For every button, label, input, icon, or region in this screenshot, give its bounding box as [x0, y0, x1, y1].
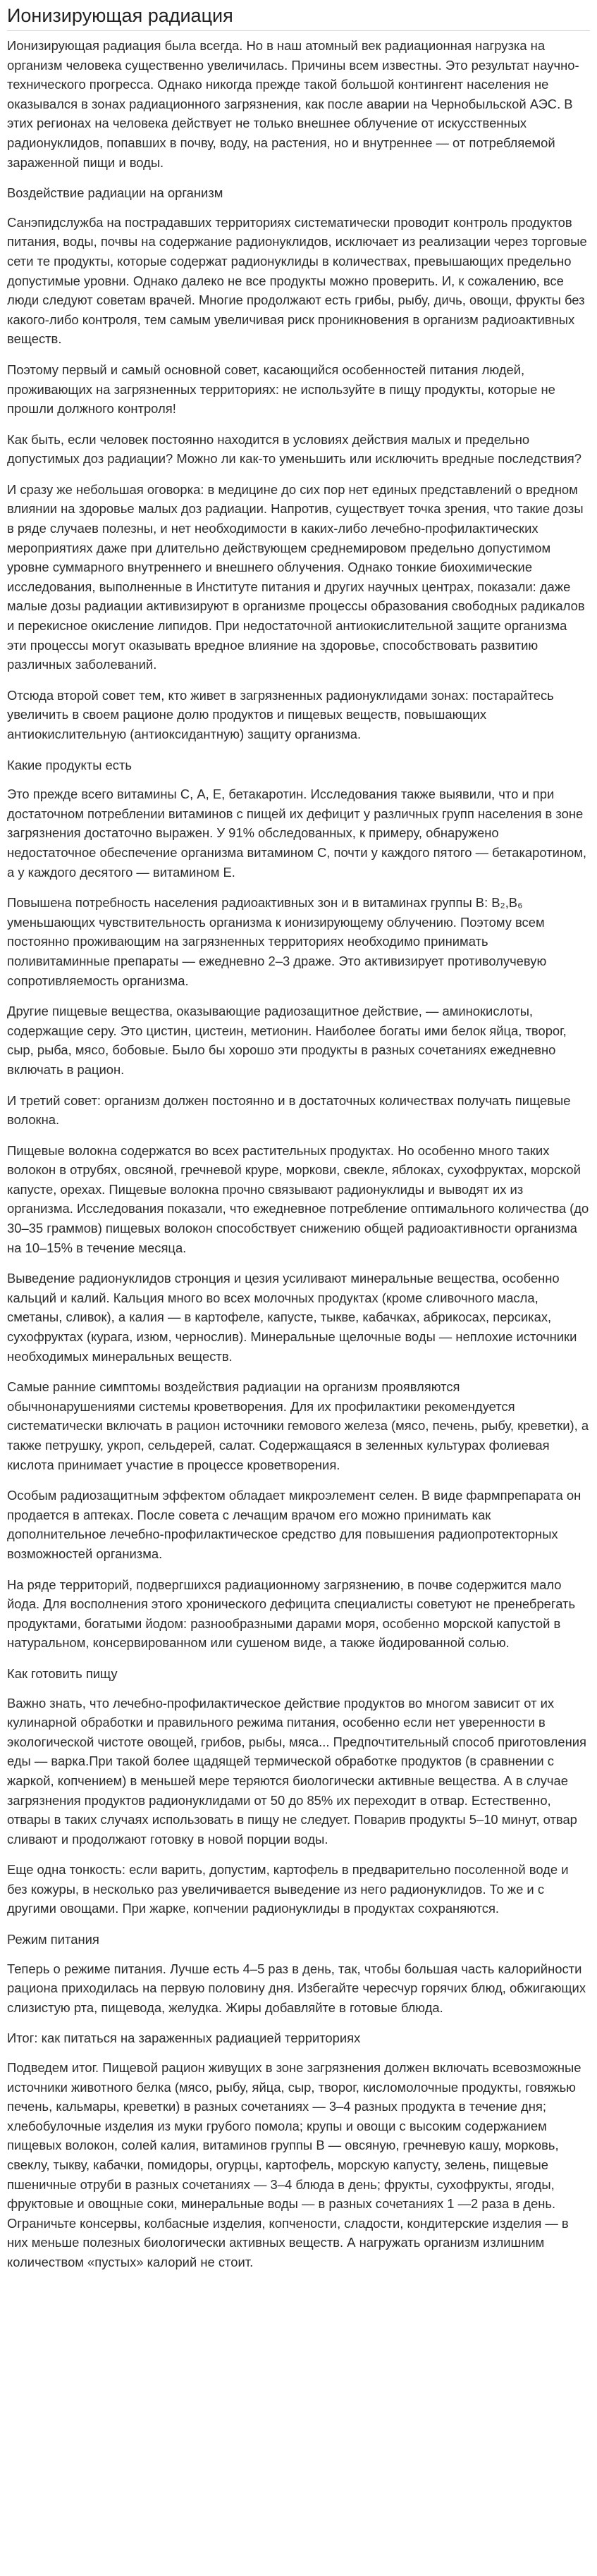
paragraph: На ряде территорий, подвергшихся радиационному загрязнению, в почве содержится мало йода. Для восполнения этого хронического дефицита специалисты советуют не пренебрегать продуктами, богатыми йодом: разнообразными дарами моря, особенно морской капустой в натуральном, консервированном или сушеном виде, а также йодированной солью. — [7, 1577, 576, 1651]
paragraph: Поэтому первый и самый основной совет, касающийся особенностей питания людей, проживающих на загрязненных территориях: не используйте в пищу продукты, которые не прошли должного контроля! — [7, 362, 555, 417]
paragraph: Другие пищевые вещества, оказывающие радиозащитное действие, — аминокислоты, содержащие серу. Это цистин, цистеин, метионин. Наиболее богаты ими белок яйца, творог, сыр, рыба, мясо, бобовые. Было бы хорошо эти продукты в разных сочетаниях ежедневно включать в рацион. — [7, 1004, 567, 1077]
paragraph: Повышена потребность населения радиоактивных зон и в витаминах группы В: В₂,В₆ уменьшающих чувствительность организма к ионизирующему облучению. Поэтому всем постоянно проживающим на загрязненных территориях необходимо принимать поливитаминные препараты — ежедневно 2–3 драже. Это активизирует противолучевую сопротивляемость организма. — [7, 895, 547, 988]
paragraph: Это прежде всего витамины С, А, Е, бетакаротин. Исследования также выявили, что и при достаточном потреблении витаминов с пищей их дефицит у различных групп населения в зоне загрязнения достаточно выражен. У 91% обследованных, к примеру, обнаружено недостаточное обеспечение организма витамином С, почти у каждого пятого — бетакаротином, а у каждого десятого — витамином Е. — [7, 787, 587, 880]
paragraph: И сразу же небольшая оговорка: в медицине до сих пор нет единых представлений о вредном влиянии на здоровье малых доз радиации. Напротив, существует точка зрения, что такие дозы в ряде случаев полезны, и нет необходимости в каких-либо лечебно-профилактических мероприятиях даже при длительно действующем среднемировом предельно допустимом уровне суммарного внутреннего и внешнего облучения. Однако тонкие биохимические исследования, выполненные в Институте питания и других научных центрах, показали: даже малые дозы радиации активизируют в организме процессы образования свободных радикалов и перекисное окисление липидов. При недостаточной антиокислительной защите организма эти процессы могут оказывать вредное влияние на здоровье, способствовать развитию различных заболеваний. — [7, 481, 585, 672]
section-heading: Воздействие радиации на организм — [7, 185, 223, 201]
page-title: Ионизирующая радиация — [7, 3, 590, 31]
paragraph: Еще одна тонкость: если варить, допустим, картофель в предварительно посоленной воде и без кожуры, в несколько раз увеличивается выведение из него радионуклидов. То же и с другими овощами. При жарке, копчении радионуклиды в продуктах сохраняются. — [7, 1862, 569, 1916]
article-body — [7, 36, 590, 2272]
paragraph: Теперь о режиме питания. Лучше есть 4–5 раз в день, так, чтобы большая часть калорийности рациона приходилась на первую половину дня. Избегайте чересчур горячих блюд, обжигающих слизистую рта, пищевода, желудка. Жиры добавляйте в готовые блюда. — [7, 1961, 586, 2015]
paragraph: Отсюда второй совет тем, кто живет в загрязненных радионуклидами зонах: постарайтесь увеличить в своем рационе долю продуктов и пищевых веществ, повышающих антиокислительную (антиоксидантную) защиту организма. — [7, 687, 554, 741]
section-heading: Как готовить пищу — [7, 1665, 118, 1681]
paragraph: Самые ранние симптомы воздействия радиации на организм проявляются обычнонарушениями системы кроветворения. Для их профилактики рекомендуется систематически включать в рацион источники гемового железа (мясо, печень, рыбу, креветки), а также петрушку, укроп, сельдерей, салат. Содержащаяся в зеленных культурах фолиевая кислота принимает участие в процессе кроветворения. — [7, 1379, 589, 1472]
paragraph: Пищевые волокна содержатся во всех растительных продуктах. Но особенно много таких волокон в отрубях, овсяной, гречневой круре, моркови, свекле, яблоках, сухофруктах, морской капусте, орехах. Пищевые волокна прочно связывают радионуклиды и выводят их из организма. Исследования показали, что ежедневное потребление оптимального количества (до 30–35 граммов) пищевых волокон способствует снижению общей радиоактивности организма на 10–15% в течение месяца. — [7, 1142, 589, 1255]
section-heading: Итог: как питаться на зараженных радиацией территориях — [7, 2030, 361, 2046]
paragraph: Санэпидслужба на пострадавших территориях систематически проводит контроль продуктов питания, воды, почвы на содержание радионуклидов, исключает из реализации через торговые сети те продукты, которые содержат радионуклиды в количествах, превышающих предельно допустимые уровни. Однако далеко не все продукты можно проверить. И, к сожалению, все люди следуют советам врачей. Многие продолжают есть грибы, рыбу, дичь, овощи, фрукты без какого-либо контроля, тем самым увеличивая риск проникновения в организм радиоактивных веществ. — [7, 214, 587, 347]
paragraph: Подведем итог. Пищевой рацион живущих в зоне загрязнения должен включать всевозможные источники животного белка (мясо, рыбу, яйца, сыр, творог, кисломолочные продукты, говяжью печень, кальмары, креветки) в разных сочетаниях — 3–4 разных продукта в течение дня; хлебобулочные изделия из муки грубого помола; крупы и овощи с высоким содержанием пищевых волокон, солей калия, витаминов группы В — овсяную, гречневую кашу, морковь, свеклу, тыкву, кабачки, помидоры, огурцы, картофель, морскую капусту, зелень, пищевые пшеничные отруби в разных сочетаниях — 3–4 блюда в день; фрукты, сухофрукты, ягоды, фруктовые и овощные соки, минеральные воды — в разных сочетаниях 1 —2 раза в день. Ограничьте консервы, колбасные изделия, копчености, сладости, кондитерские изделия — в них меньше полезных биологически активных веществ. А нагружать организм излишним количеством «пустых» калорий не стоит. — [7, 2060, 581, 2269]
section-heading: Какие продукты есть — [7, 757, 132, 772]
paragraph: И третий совет: организм должен постоянно и в достаточных количествах получать пищевые волокна. — [7, 1092, 571, 1128]
paragraph: Как быть, если человек постоянно находится в условиях действия малых и предельно допустимых доз радиации? Можно ли как-то уменьшить или исключить вредные последствия? — [7, 431, 581, 467]
section-heading: Режим питания — [7, 1932, 99, 1947]
paragraph: Выведение радионуклидов стронция и цезия усиливают минеральные вещества, особенно кальций и калий. Кальция много во всех молочных продуктах (кроме сливочного масла, сметаны, сливок), а калия — в картофеле, капусте, тыкве, кабачках, абрикосах, персиках, сухофруктах (курага, изюм, чернослив). Минеральные щелочные воды — неплохие источники необходимых минеральных веществ. — [7, 1271, 577, 1364]
paragraph: Важно знать, что лечебно-профилактическое действие продуктов во многом зависит от их кулинарной обработки и правильного режима питания, особенно если нет уверенности в экологической чистоте овощей, грибов, рыбы, мяса... Предпочтительный способ приготовления еды — варка.При такой более щадящей термической обработке продуктов (в сравнении с жаркой, копчением) в меньшей мере теряются биологически активные вещества. А в случае загрязнения продуктов радионуклидами от 50 до 85% их переходит в отвар. Естественно, отвары в таких случаях использовать в пищу не следует. Поварив продукты 5–10 минут, отвар сливают и продолжают готовку в новой порции воды. — [7, 1695, 586, 1847]
paragraph: Ионизирующая радиация была всегда. Но в наш атомный век радиационная нагрузка на организм человека существенно увеличилась. Причины всем известны. Это результат научно-технического прогресса. Однако никогда прежде такой большой контингент населения не оказывался в зонах радиационного загрязнения, как после аварии на Чернобыльской АЭС. В этих регионах на человека действует не только внешнее облучение от искусственных радионуклидов, попавших в почву, воду, на растения, но и внутреннее — от потребляемой зараженной пищи и воды. — [7, 38, 579, 170]
paragraph: Особым радиозащитным эффектом обладает микроэлемент селен. В виде фармпрепарата он продается в аптеках. После совета с лечащим врачом его можно принимать как дополнительное лечебно-профилактическое средство для повышения радиопротекторных возможностей организма. — [7, 1488, 581, 1561]
